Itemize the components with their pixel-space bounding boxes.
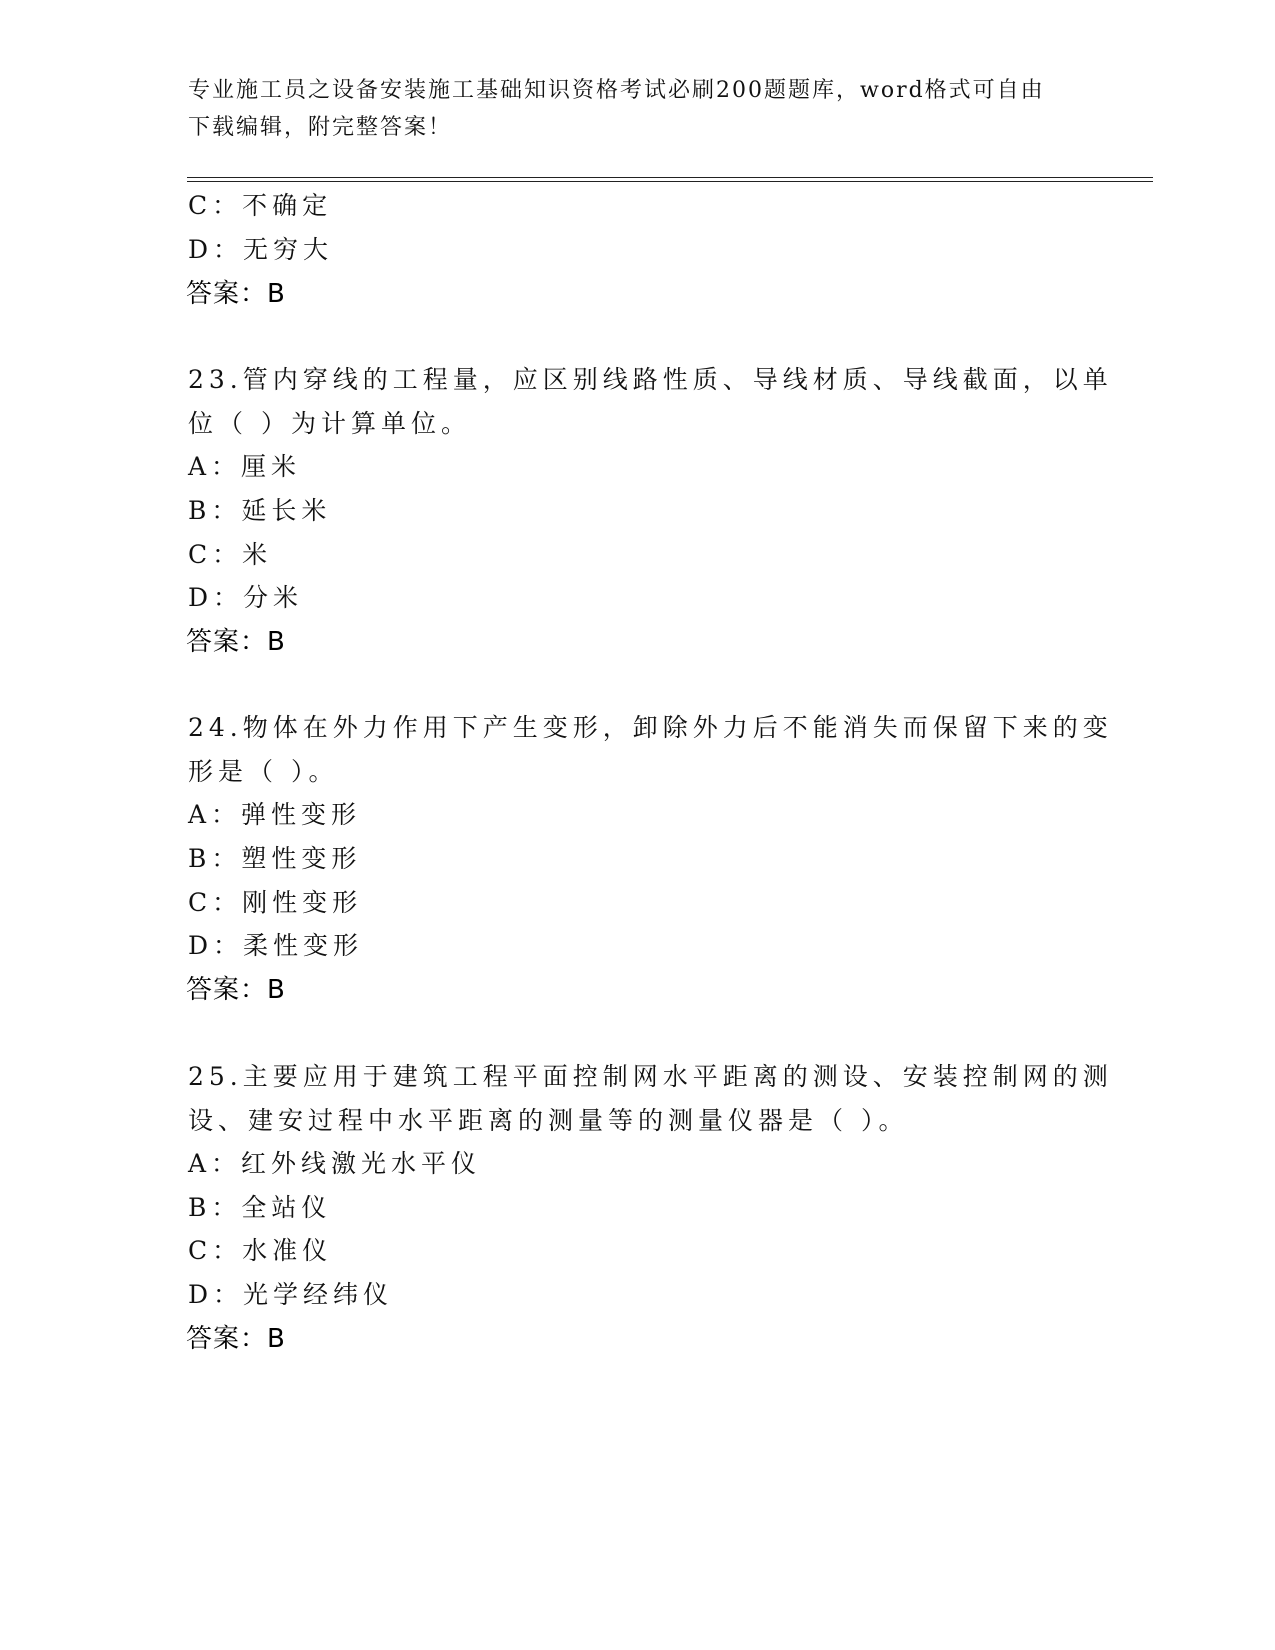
question-stem-continued: 设、建安过程中水平距离的测量等的测量仪器是（ ）。 xyxy=(188,1106,909,1135)
question-stem-continued: 形是（ ）。 xyxy=(188,757,339,786)
option-d: D：柔性变形 xyxy=(188,931,364,960)
option-d: D：分米 xyxy=(188,583,304,612)
question-stem: 25.主要应用于建筑工程平面控制网水平距离的测设、安装控制网的测 xyxy=(188,1062,1113,1091)
header-divider xyxy=(187,177,1153,182)
option-c: C：不确定 xyxy=(188,191,333,220)
option-d: D：无穷大 xyxy=(188,235,334,264)
option-a: A：厘米 xyxy=(188,452,302,481)
option-c: C：米 xyxy=(188,540,273,569)
question-stem-continued: 位（ ）为计算单位。 xyxy=(188,409,471,438)
document-header: 专业施工员之设备安装施工基础知识资格考试必刷200题题库，word格式可自由下载编辑，附完整答案！ xyxy=(188,78,1045,140)
option-d: D：光学经纬仪 xyxy=(188,1280,394,1309)
option-c: C：刚性变形 xyxy=(188,888,363,917)
option-b: B：延长米 xyxy=(188,496,332,525)
question-stem: 24.物体在外力作用下产生变形，卸除外力后不能消失而保留下来的变 xyxy=(188,713,1113,742)
answer-line: 答案：B xyxy=(186,279,286,309)
question-stem: 23.管内穿线的工程量，应区别线路性质、导线材质、导线截面，以单 xyxy=(188,365,1113,394)
option-a: A：弹性变形 xyxy=(188,800,362,829)
answer-line: 答案：B xyxy=(186,975,286,1005)
answer-line: 答案：B xyxy=(186,627,286,657)
option-b: B：塑性变形 xyxy=(188,844,362,873)
option-c: C：水准仪 xyxy=(188,1236,333,1265)
answer-line: 答案：B xyxy=(186,1324,286,1354)
option-a: A：红外线激光水平仪 xyxy=(188,1149,482,1178)
option-b: B：全站仪 xyxy=(188,1193,332,1222)
